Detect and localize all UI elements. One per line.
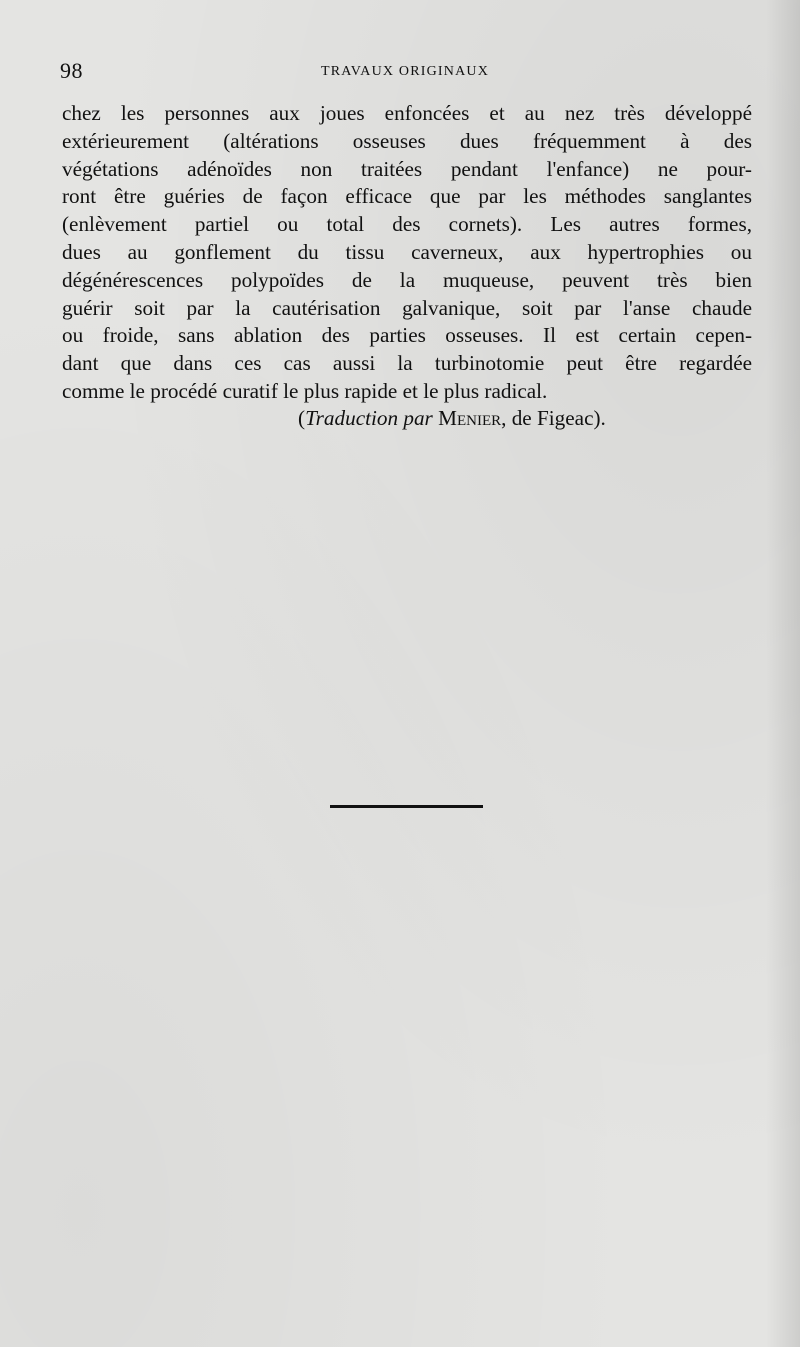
body-paragraph bbox=[62, 100, 752, 406]
text-line: végétations adénoïdes non traitées pendant l'enfance) ne pour- bbox=[62, 156, 752, 181]
text-line: guérir soit par la cautérisation galvanique, soit par l'anse chaude bbox=[62, 295, 752, 320]
translator-name: Menier bbox=[438, 406, 502, 430]
text-line: dant que dans ces cas aussi la turbinotomie peut être regardée bbox=[62, 351, 752, 376]
text-line: extérieurement (altérations osseuses dues fréquemment à des bbox=[62, 128, 752, 153]
translation-credit-text bbox=[298, 405, 606, 433]
text-line: chez les personnes aux joues enfoncées et au nez très développé bbox=[62, 101, 752, 125]
translation-label: Traduction par bbox=[305, 406, 433, 430]
text-line: dégénérescences polypoïdes de la muqueuse, peuvent très bien bbox=[62, 267, 752, 292]
page-number: 98 bbox=[60, 58, 83, 83]
section-end-rule bbox=[330, 805, 483, 808]
text-line: ou froide, sans ablation des parties osseuses. Il est certain cepen- bbox=[62, 323, 752, 348]
text-line: comme le procédé curatif le plus rapide et le plus radical. bbox=[62, 378, 548, 403]
page-header bbox=[60, 58, 750, 88]
translator-place: , de Figeac). bbox=[501, 406, 606, 430]
text-line: ront être guéries de façon efficace que par les méthodes sanglantes bbox=[62, 184, 752, 209]
page-edge-shadow bbox=[766, 0, 800, 1347]
text-line: dues au gonflement du tissu caverneux, aux hypertrophies ou bbox=[62, 239, 752, 264]
running-title: TRAVAUX ORIGINAUX bbox=[320, 64, 490, 79]
open-paren: ( bbox=[298, 406, 306, 430]
text-line: (enlèvement partiel ou total des cornets). Les autres formes, bbox=[62, 212, 752, 237]
